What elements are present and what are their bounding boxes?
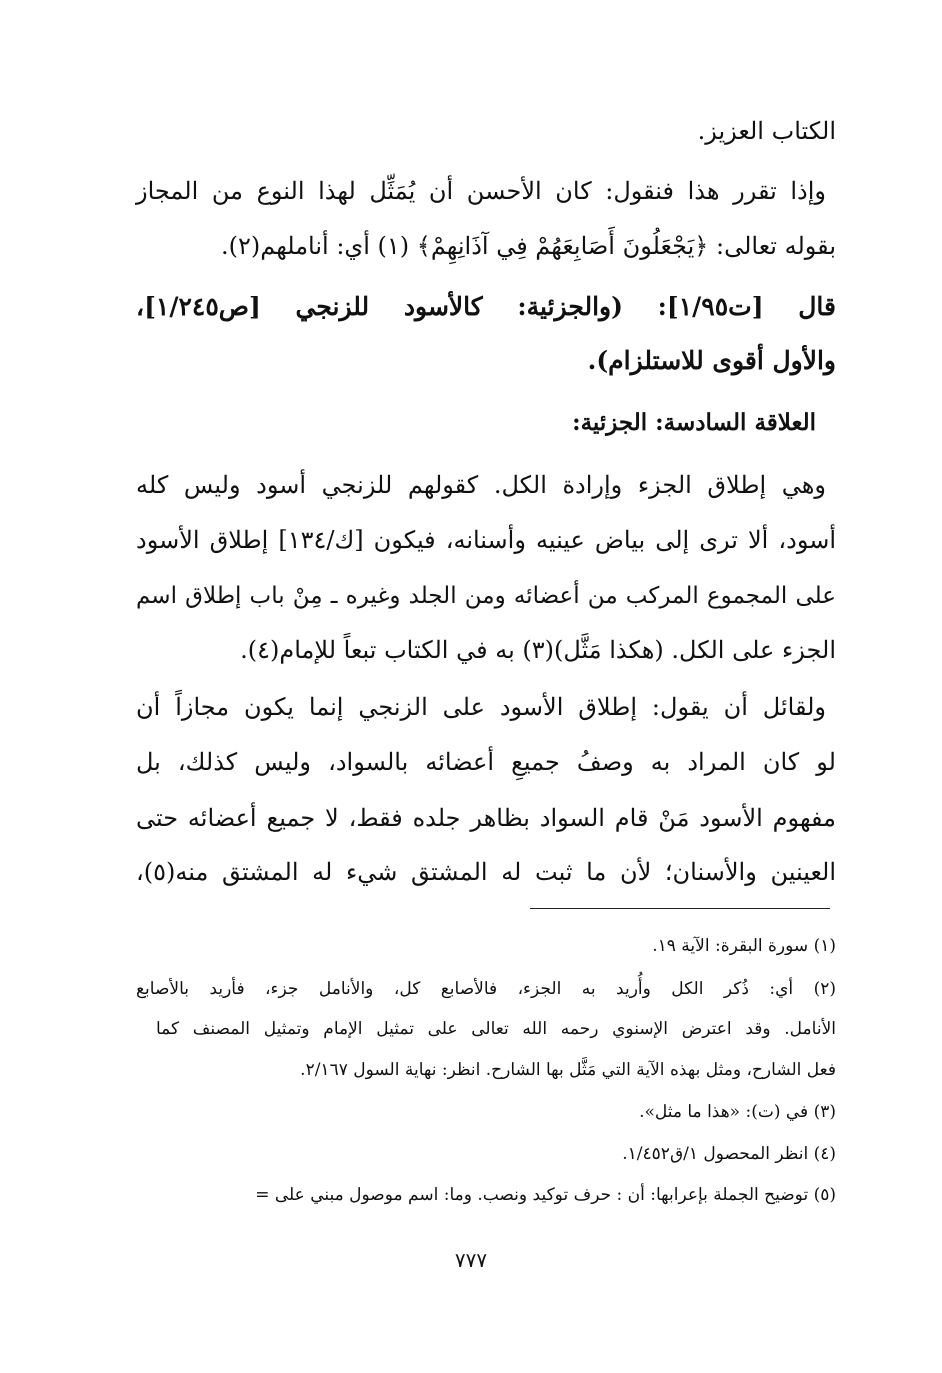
- paragraph-2-line-1: وهي إطلاق الجزء وإرادة الكل. كقولهم للزنجي أسود وليس كله: [136, 471, 826, 499]
- footnote-4: (٤) انظر المحصول ١/ق١/٤٥٢.: [622, 1144, 836, 1164]
- paragraph-2-line-4: الجزء على الكل. (هكذا مَثَّل)(٣) به في الكتاب تبعاً للإمام(٤).: [240, 636, 836, 664]
- page-number: ٧٧٧: [454, 1248, 488, 1272]
- paragraph-continuation: الكتاب العزيز.: [697, 117, 836, 145]
- footnote-2-line-3: فعل الشارح، ومثل بهذه الآية التي مَثَّل بها الشارح. انظر: نهاية السول ٢/١٦٧.: [300, 1060, 836, 1080]
- section-heading: العلاقة السادسة: الجزئية:: [572, 409, 816, 436]
- paragraph-3-line-1: ولقائل أن يقول: إطلاق الأسود على الزنجي إنما يكون مجازاً أن: [136, 693, 826, 721]
- quote-line-1: قال [ت١/٩٥]: (والجزئية: كالأسود للزنجي [ص١/٢٤٥]،: [136, 292, 836, 321]
- footnote-1: (١) سورة البقرة: الآية ١٩.: [652, 936, 836, 956]
- paragraph-3-line-2: لو كان المراد به وصفُ جميعِ أعضائه بالسواد، وليس كذلك، بل: [136, 748, 836, 776]
- paragraph-1-line-2: بقوله تعالى: ﴿يَجْعَلُونَ أَصَابِعَهُمْ فِي آذَانِهِمْ﴾ (١) أي: أناملهم(٢).: [220, 232, 836, 260]
- footnote-2-line-2: الأنامل. وقد اعترض الإسنوي رحمه الله تعالى على تمثيل الإمام وتمثيل المصنف كما: [156, 1019, 836, 1039]
- footnote-5: (٥) توضيح الجملة بإعرابها: أن : حرف توكيد ونصب. وما: اسم موصول مبني على =: [255, 1185, 836, 1205]
- paragraph-3-line-3: مفهوم الأسود مَنْ قام السواد بظاهر جلده فقط، لا جميع أعضائه حتى: [136, 804, 836, 832]
- paragraph-1-line-1: وإذا تقرر هذا فنقول: كان الأحسن أن يُمَثِّل لهذا النوع من المجاز: [136, 177, 826, 205]
- paragraph-2-line-2: أسود، ألا ترى إلى بياض عينيه وأسنانه، فيكون [ك/١٣٤] إطلاق الأسود: [136, 526, 836, 554]
- footnote-3: (٣) في (ت): «هذا ما مثل».: [639, 1102, 836, 1122]
- footnote-2-line-1: (٢) أي: ذُكر الكل وأُريد به الجزء، فالأصابع كل، والأنامل جزء، فأريد بالأصابع: [136, 979, 836, 999]
- quote-line-2: والأول أقوى للاستلزام).: [587, 346, 836, 375]
- footnote-divider: [530, 908, 830, 909]
- paragraph-2-line-3: على المجموع المركب من أعضائه ومن الجلد وغيره ـ مِنْ باب إطلاق اسم: [136, 583, 836, 609]
- paragraph-3-line-4: العينين والأسنان؛ لأن ما ثبت له المشتق شيء له المشتق منه(٥)،: [136, 858, 836, 886]
